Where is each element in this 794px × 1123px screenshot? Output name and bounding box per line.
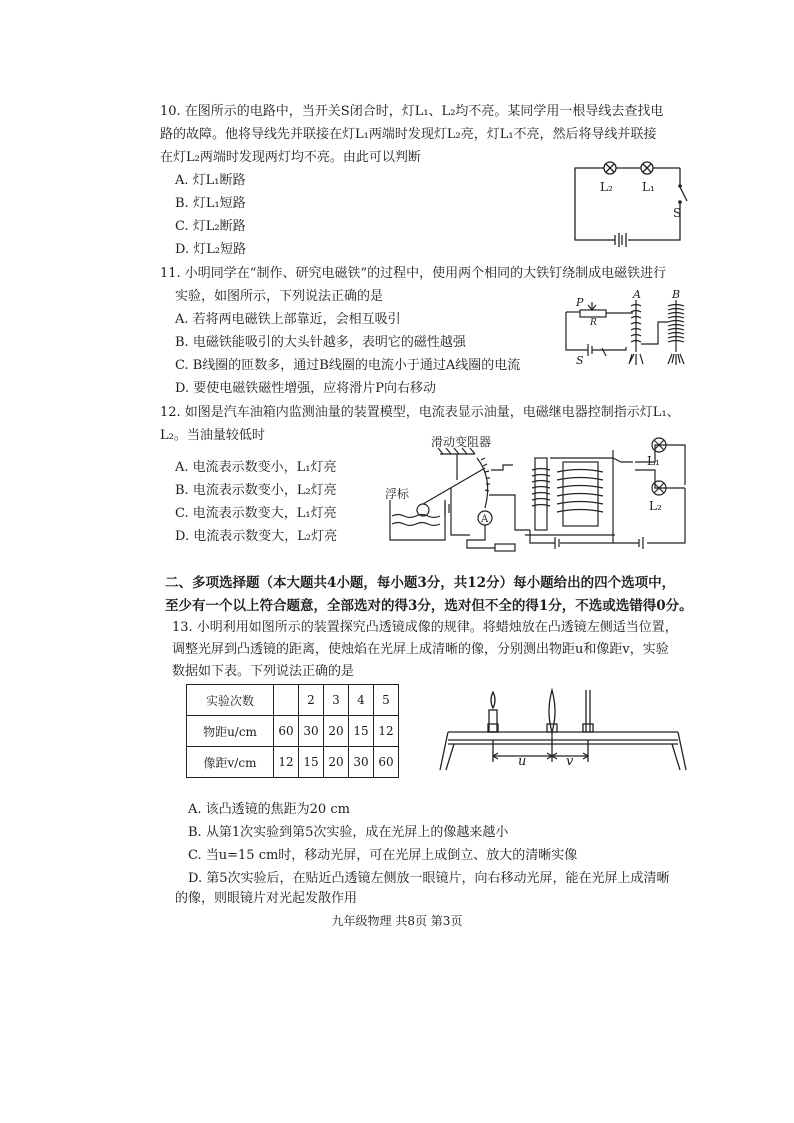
q10-stem-line-1: 10. 在图所示的电路中，当开关S闭合时，灯L₁、L₂均不亮。某同学用一根导线去查找电 [160, 104, 664, 119]
table-header-cell: 4 [349, 685, 374, 716]
q13-option-d-line-2: 的像，则眼镜片对光起发散作用 [175, 891, 358, 906]
table-cell: 12 [274, 747, 299, 778]
q11-fig-r-label: R [590, 318, 597, 328]
table-cell: 20 [324, 716, 349, 747]
q12-option-b: B. 电流表示数变小，L₂灯亮 [175, 483, 337, 498]
table-header-cell: 5 [374, 685, 399, 716]
q11-stem-line-2: 实验，如图所示，下列说法正确的是 [175, 289, 384, 304]
q12-fig-l2-label: L₂ [649, 499, 662, 513]
table-header-row [187, 685, 399, 716]
table-cell: 15 [299, 747, 324, 778]
q12-stem-line-1: 12. 如图是汽车油箱内监测油量的装置模型，电流表显示油量，电磁继电器控制指示灯L₁、 [160, 405, 680, 420]
q11-fig-p-label: P [576, 296, 584, 309]
q13-option-b: B. 从第1次实验到第5次实验，成在光屏上的像越来越小 [188, 825, 509, 840]
table-header-cell: 3 [324, 685, 349, 716]
page-footer: 九年级物理 共8页 第3页 [331, 914, 463, 928]
q11-option-a: A. 若将两电磁铁上部靠近，会相互吸引 [175, 312, 401, 327]
table-cell: 60 [274, 716, 299, 747]
q11-electromagnet-figure [558, 288, 693, 372]
q11-option-c: C. B线圈的匝数多，通过B线圈的电流小于通过A线圈的电流 [175, 358, 521, 373]
q13-data-table [186, 684, 399, 778]
table-cell: 12 [374, 716, 399, 747]
q10-fig-switch-label: S [673, 206, 682, 220]
q13-fig-v-label: v [566, 754, 574, 769]
table-cell: 30 [299, 716, 324, 747]
q12-fuel-gauge-figure [385, 435, 695, 555]
table-header-cell: 实验次数 [187, 685, 274, 716]
q13-optical-bench-figure [438, 682, 688, 772]
q11-option-b: B. 电磁铁能吸引的大头针越多，表明它的磁性越强 [175, 335, 466, 350]
q13-option-a: A. 该凸透镜的焦距为20 cm [188, 802, 350, 817]
q13-option-c: C. 当u=15 cm时，移动光屏，可在光屏上成倒立、放大的清晰实像 [188, 848, 578, 863]
q13-stem-line-1: 13. 小明利用如图所示的装置探究凸透镜成像的规律。将蜡烛放在凸透镜左侧适当位置， [172, 620, 678, 635]
q12-option-d: D. 电流表示数变大，L₂灯亮 [175, 529, 338, 544]
table-row [187, 716, 399, 747]
q10-option-a: A. 灯L₁断路 [175, 173, 246, 188]
q10-stem-line-2: 路的故障。他将导线先并联接在灯L₁两端时发现灯L₂亮，灯L₁不亮，然后将导线并联接 [160, 127, 657, 142]
table-row-label: 物距u/cm [187, 716, 274, 747]
q10-option-d: D. 灯L₂短路 [175, 242, 247, 257]
q12-stem-line-2: L₂。当油量较低时 [160, 428, 265, 443]
table-header-cell [274, 685, 299, 716]
table-cell: 60 [374, 747, 399, 778]
table-row [187, 747, 399, 778]
table-cell: 15 [349, 716, 374, 747]
q11-fig-a-label: A [633, 288, 641, 301]
q10-option-b: B. 灯L₁短路 [175, 196, 246, 211]
q12-fig-float-label: 浮标 [385, 487, 410, 501]
q12-fig-rheostat-label: 滑动变阻器 [431, 435, 492, 449]
q12-fig-l1-label: L₁ [647, 454, 660, 468]
q13-stem-line-2: 调整光屏到凸透镜的距离，使烛焰在光屏上成清晰的像，分别测出物距u和像距v，实验 [172, 642, 669, 657]
q11-option-d: D. 要使电磁铁磁性增强，应将滑片P向右移动 [175, 381, 436, 396]
q11-fig-s-label: S [576, 354, 584, 367]
q12-option-a: A. 电流表示数变小，L₁灯亮 [175, 460, 337, 475]
q10-fig-l1-label: L₁ [642, 180, 655, 194]
table-cell: 20 [324, 747, 349, 778]
q12-fig-ammeter-label: A [481, 514, 489, 525]
section2-title: 二、多项选择题（本大题共4小题，每小题3分，共12分）每小题给出的四个选项中， [165, 575, 676, 591]
q10-option-c: C. 灯L₂断路 [175, 219, 246, 234]
q13-fig-u-label: u [518, 754, 527, 769]
section2-subtitle: 至少有一个以上符合题意，全部选对的得3分，选对但不全的得1分，不选或选错得0分。 [165, 598, 693, 614]
q10-circuit-figure [570, 155, 690, 250]
q10-stem-line-3: 在灯L₂两端时发现两灯均不亮。由此可以判断 [160, 150, 421, 165]
table-header-cell: 2 [299, 685, 324, 716]
q11-fig-b-label: B [672, 288, 681, 301]
table-row-label: 像距v/cm [187, 747, 274, 778]
q10-fig-l2-label: L₂ [600, 180, 613, 194]
table-cell: 30 [349, 747, 374, 778]
q13-option-d-line-1: D. 第5次实验后，在贴近凸透镜左侧放一眼镜片，向右移动光屏，能在光屏上成清晰 [188, 871, 670, 886]
q13-stem-line-3: 数据如下表。下列说法正确的是 [172, 664, 355, 679]
q11-stem-line-1: 11. 小明同学在“制作、研究电磁铁”的过程中，使用两个相同的大铁钉绕制成电磁铁进行 [160, 266, 667, 281]
q12-option-c: C. 电流表示数变大，L₁灯亮 [175, 506, 337, 521]
